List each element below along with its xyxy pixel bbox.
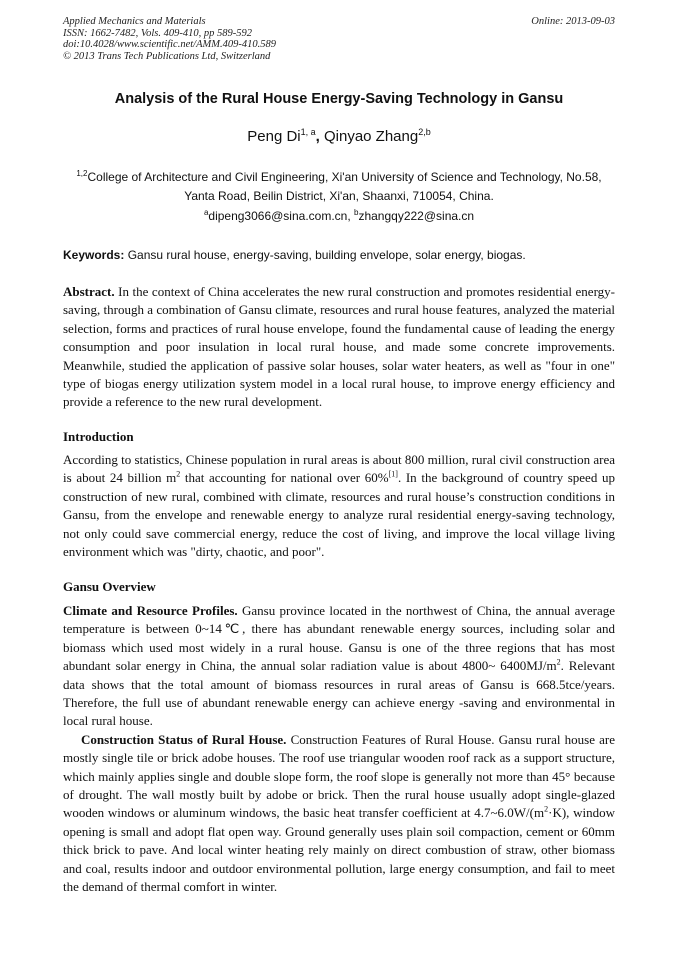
intro-text-3: . In the background of country speed up construction of new rural, combined with climate, resources and rural house’s construction conditions in Gansu, from the envelope and renewable energy to analyze rural residential energy-saving technology, not only could save commercial energy, reduce the cost of living, and improve the local village living environment which was "dirty, chaotic, and poor". xyxy=(63,470,615,560)
keywords-text: Gansu rural house, energy-saving, building envelope, solar energy, biogas. xyxy=(124,248,526,262)
online-date: Online: 2013-09-03 xyxy=(531,16,615,27)
keywords xyxy=(63,248,615,262)
email-line xyxy=(40,208,638,223)
climate-text-2: . Relevant data shows that the total amount of biomass resources in rural areas of Gansu is 668.5tce/years. Therefore, the full use of abundant renewable energy can achieve energy -saving and environmental in local rural house. xyxy=(63,658,615,729)
construction-text-1: Construction Features of Rural House. Gansu rural house are mostly single tile or brick adobe houses. The roof use triangular wooden roof rack as a support structure, which mainly applies single and double slope form, the roof slope is generally not more than 45° because of drought. The wall mostly built by adobe or brick. Then the rural house usually adopt single-glazed wooden windows or aluminum windows, the basic heat transfer coefficient at 4.7~6.0W/(m xyxy=(63,731,616,821)
abstract-label: Abstract. xyxy=(63,284,115,299)
copyright-line: © 2013 Trans Tech Publications Ltd, Switzerland xyxy=(63,50,271,62)
email-a: dipeng3066@sina.com.cn xyxy=(208,209,348,223)
email-b: zhangqy222@sina.cn xyxy=(358,209,475,223)
construction-sup: 2 xyxy=(544,805,549,815)
author-1-affil: 1, a xyxy=(300,127,316,137)
climate-label: Climate and Resource Profiles. xyxy=(63,603,238,618)
construction-label: Construction Status of Rural House. xyxy=(81,731,287,747)
author-separator: , xyxy=(315,128,324,145)
abstract-text: In the context of China accelerates the new rural construction and promotes residential energy-saving, through a combination of Gansu climate, resources and rural house features, analyzed the material selection, forms and practices of rural house envelope, found the fundamental cause of leading the energy consumption and poor insulation in local rural house, and made some concrete improvements. Meanwhile, studied the application of passive solar houses, solar water heaters, as well as "four in one" type of biogas energy utilization system model in a local rural house, to improve energy efficiency and provide a reference to the new rural development. xyxy=(63,284,615,410)
affiliation-sup: 1,2 xyxy=(76,169,88,178)
introduction-heading: Introduction xyxy=(63,429,134,444)
author-1-name: Peng Di xyxy=(247,128,301,145)
affiliation-text: College of Architecture and Civil Engineering, Xi'an University of Science and Technology, No.58, Yanta Road, Beilin District, Xi'an, Shaanxi, 710054, China. xyxy=(87,170,602,203)
journal-name: Applied Mechanics and Materials xyxy=(63,16,206,27)
intro-text-2: that accounting for national over 60% xyxy=(180,470,389,486)
email-separator: , xyxy=(347,209,354,223)
author-line xyxy=(40,127,638,145)
construction-paragraph xyxy=(63,731,615,897)
introduction-paragraph xyxy=(63,451,615,561)
abstract-paragraph xyxy=(63,283,615,412)
climate-paragraph xyxy=(63,602,615,731)
climate-text-1: Gansu province located in the northwest of China, the annual average temperature is between 0~14℃, there has abundant renewable energy sources, including solar and biomass which used most widely in a rural house. Gansu is one of the three regions that has most abundant solar energy in China, the annual solar radiation value is about 4800~ 6400MJ/m xyxy=(63,603,615,674)
overview-body xyxy=(63,602,615,897)
author-2-name: Qinyao Zhang xyxy=(323,128,419,145)
email-b-sup: b xyxy=(354,208,359,217)
email-a-sup: a xyxy=(203,208,209,217)
overview-heading: Gansu Overview xyxy=(63,579,156,594)
keywords-label: Keywords: xyxy=(63,248,125,262)
affiliation xyxy=(63,165,615,205)
climate-sup: 2 xyxy=(556,657,561,667)
doi-line: doi:10.4028/www.scientific.net/AMM.409-410.589 xyxy=(63,39,276,50)
intro-text-1: According to statistics, Chinese population in rural areas is about 800 million, rural civil construction area is about 24 billion m xyxy=(63,452,616,486)
intro-sup-1: 2 xyxy=(176,470,181,480)
author-2-affil: 2,b xyxy=(418,127,431,137)
issn-line: ISSN: 1662-7482, Vols. 409-410, pp 589-592 xyxy=(63,27,252,39)
journal-header xyxy=(63,16,615,62)
intro-citation: [1] xyxy=(388,470,398,480)
paper-title: Analysis of the Rural House Energy-Saving Technology in Gansu xyxy=(114,91,564,107)
construction-text-2: ·K), window opening is small and adopt flat open way. Ground generally uses plain soil compaction, cement or 60mm thick brick to pave. And local winter heating rely mainly on direct combustion of straw, other biomass and coal, results indoor and outdoor environmental pollution, large energy consumption, and fail to meet the demand of thermal comfort in winter. xyxy=(63,805,615,895)
